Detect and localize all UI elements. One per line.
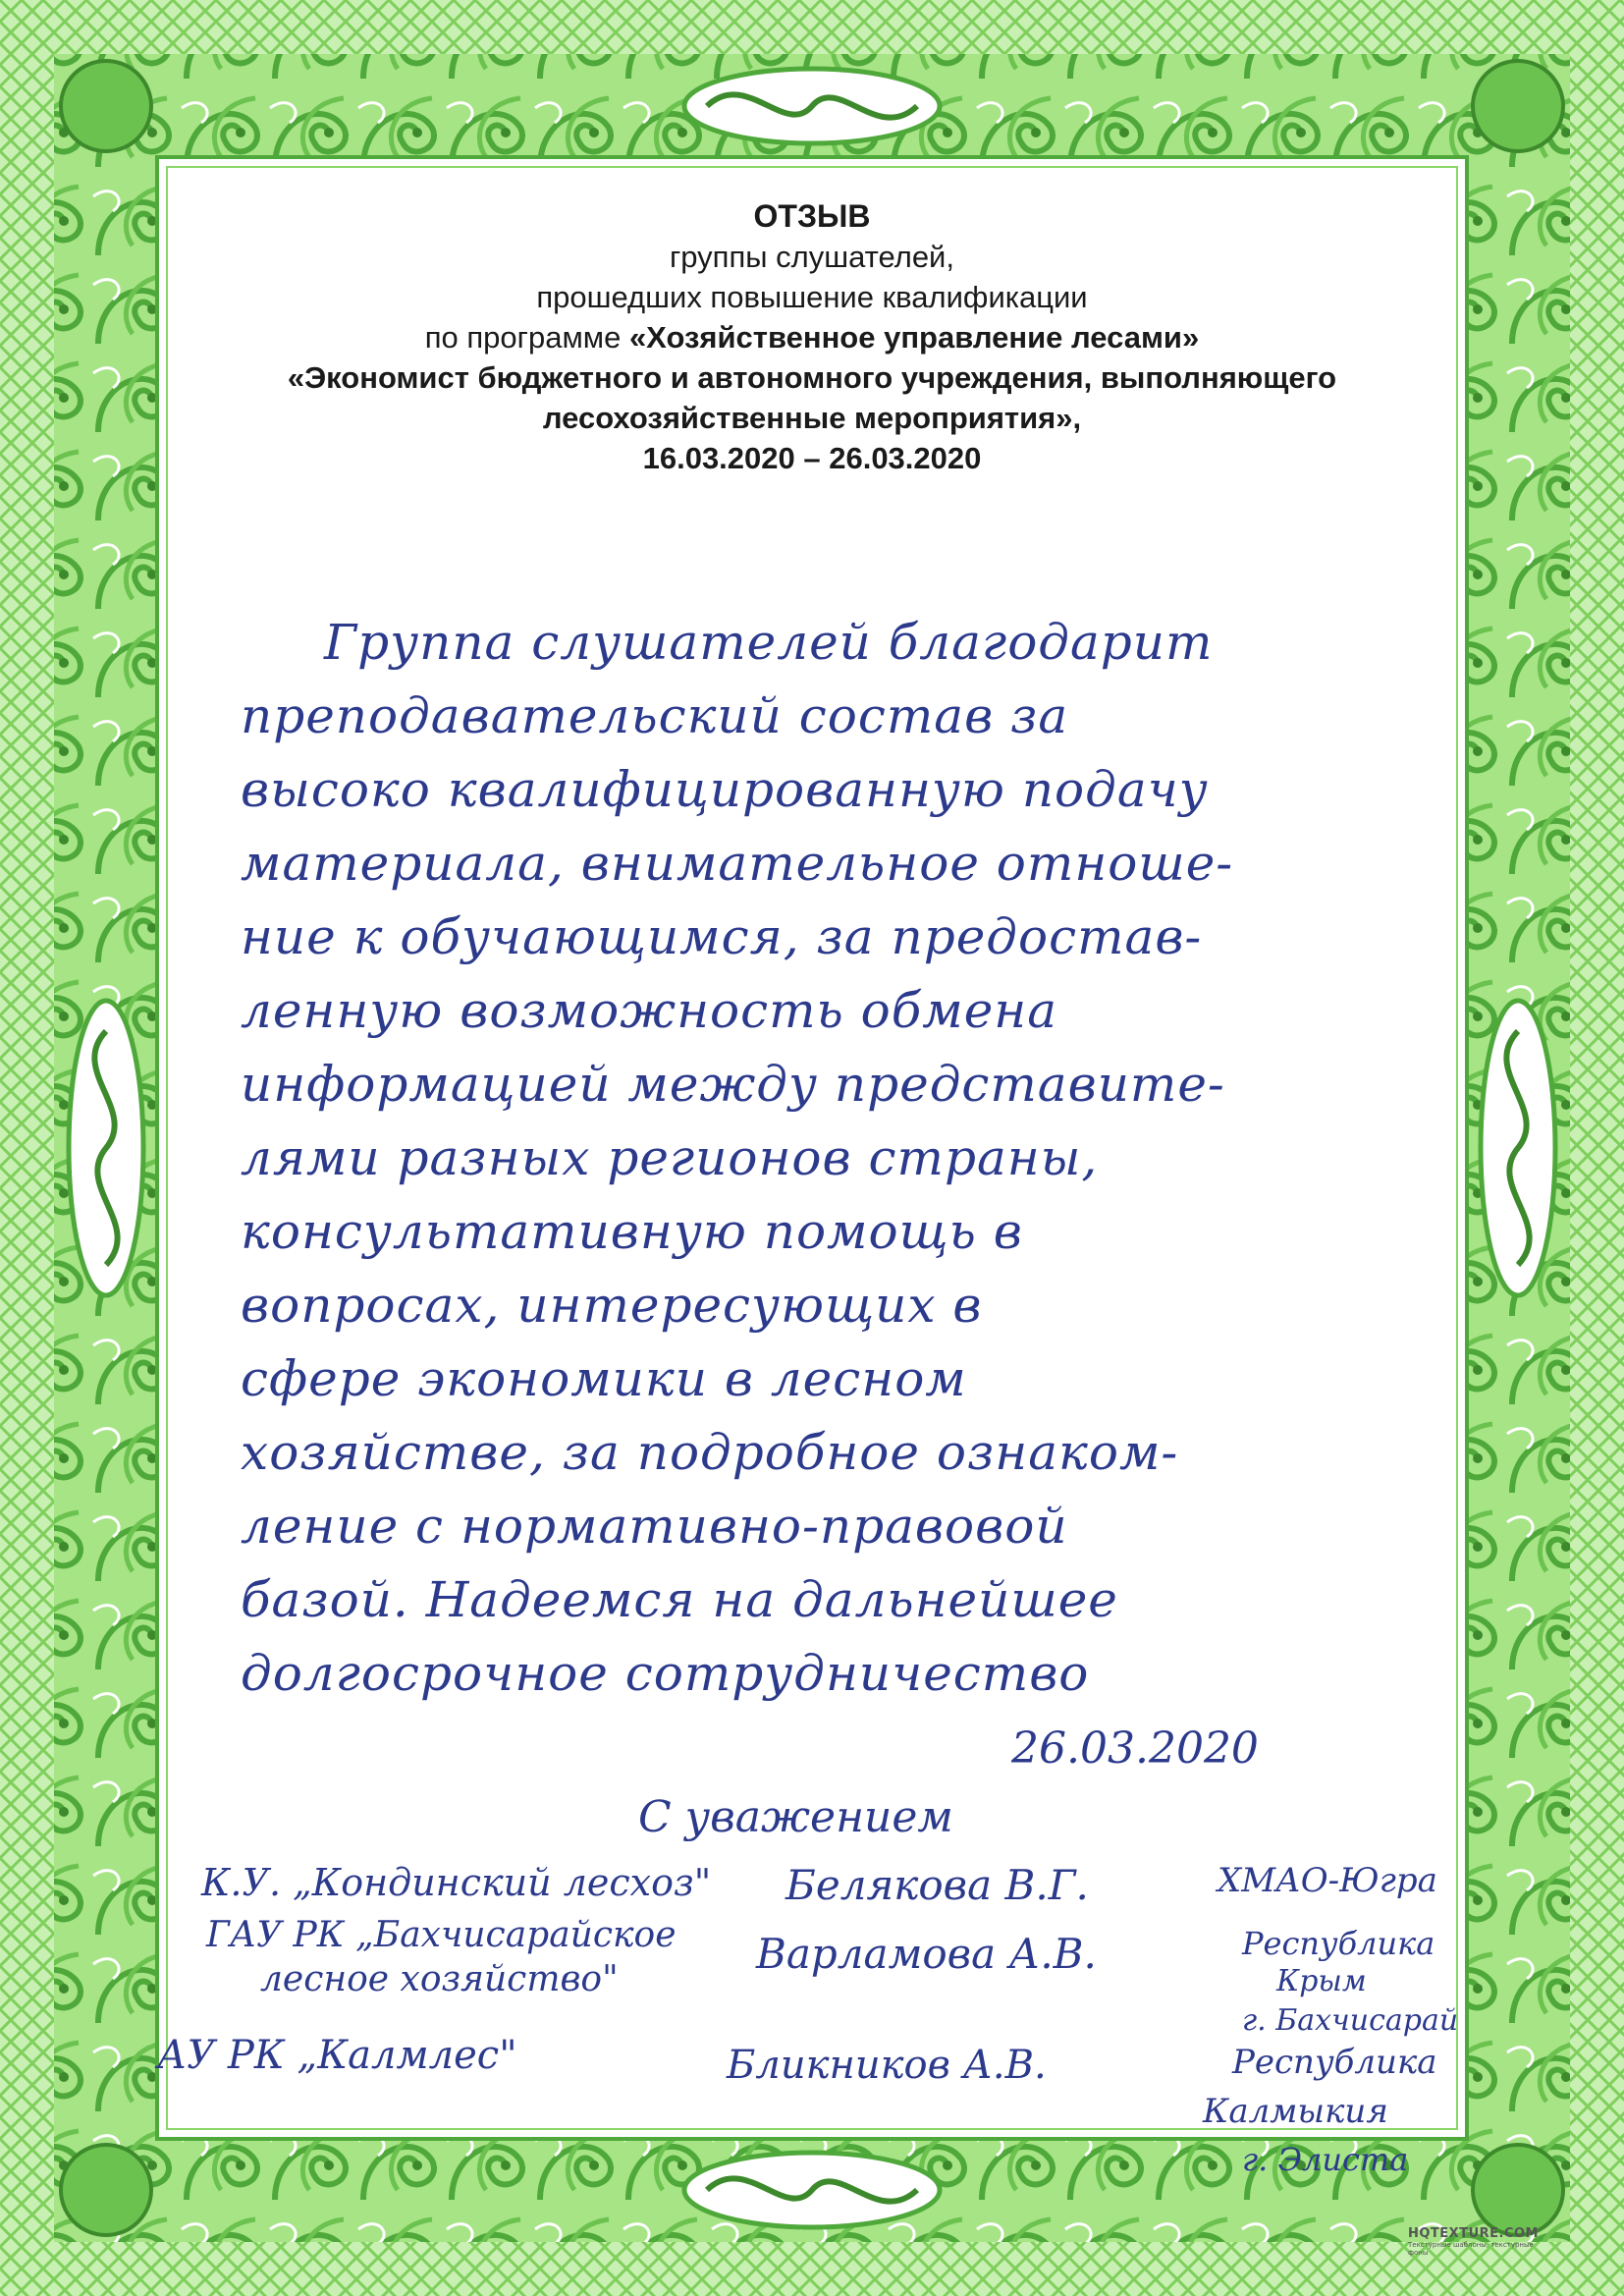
body-line-2: преподавательский состав за: [241, 687, 1069, 744]
header-program-prefix: по программе: [424, 320, 629, 355]
signature-name-3: Бликников А.В.: [727, 2043, 1047, 2088]
signature-org-2-line-1: ГАУ РК „Бахчисарайское: [206, 1915, 677, 1955]
body-line-9: консультативную помощь в: [241, 1203, 1023, 1260]
body-line-5: ние к обучающимся, за предостав-: [241, 908, 1203, 965]
body-line-4: материала, внимательное отноше-: [241, 835, 1234, 892]
body-line-13: ление с нормативно-правовой: [241, 1498, 1068, 1555]
header-line-5: лесохозяйственные мероприятия»,: [542, 401, 1082, 435]
document-title: ОТЗЫВ: [753, 198, 871, 234]
signature-region-1: ХМАО-Югра: [1218, 1861, 1437, 1900]
body-date: 26.03.2020: [1011, 1723, 1259, 1774]
closing-phrase: С уважением: [638, 1792, 953, 1842]
signature-region-3-line-3: г. Элиста: [1242, 2141, 1409, 2178]
header-dates: 16.03.2020 – 26.03.2020: [642, 441, 982, 475]
body-line-8: лями разных регионов страны,: [241, 1129, 1099, 1186]
document-header: [196, 196, 1428, 478]
watermark-sub: Текстурные шаблоны, текстурные фоны: [1408, 2241, 1534, 2257]
header-line-3: [196, 317, 1428, 357]
body-line-1: Группа слушателей благодарит: [324, 614, 1214, 671]
body-line-10: вопросах, интересующих в: [241, 1277, 983, 1334]
body-line-3: высоко квалифицированную подачу: [241, 761, 1209, 818]
body-line-11: сфере экономики в лесном: [241, 1350, 967, 1407]
signature-name-1: Белякова В.Г.: [785, 1861, 1089, 1909]
signature-org-1: К.У. „Кондинский лесхоз": [201, 1861, 712, 1904]
body-line-12: хозяйстве, за подробное ознаком-: [241, 1424, 1179, 1481]
signature-region-2-line-3: г. Бахчисарай: [1242, 2003, 1459, 2038]
header-line-1: группы слушателей,: [669, 240, 954, 274]
watermark-main: HQTEXTURE.COM: [1408, 2226, 1539, 2241]
body-line-7: информацией между представите-: [241, 1056, 1225, 1113]
signature-region-3-line-1: Республика: [1232, 2043, 1437, 2082]
watermark: [1408, 2226, 1555, 2257]
header-line-2: прошедших повышение квалификации: [536, 280, 1088, 314]
signature-region-2-line-2: Крым: [1276, 1964, 1367, 1998]
body-line-15: долгосрочное сотрудничество: [241, 1645, 1090, 1702]
signature-org-2-line-2: лесное хозяйство": [260, 1959, 619, 1999]
signature-name-2: Варламова А.В.: [756, 1930, 1097, 1978]
body-line-6: ленную возможность обмена: [241, 982, 1058, 1039]
signature-region-3-line-2: Калмыкия: [1203, 2092, 1388, 2131]
header-program-name: «Хозяйственное управление лесами»: [628, 320, 1200, 355]
body-line-14: базой. Надеемся на дальнейшее: [241, 1571, 1118, 1628]
header-line-4: «Экономист бюджетного и автономного учреждения, выполняющего: [287, 360, 1337, 395]
signature-region-2-line-1: Республика: [1242, 1925, 1435, 1962]
signature-org-3: АУ РК „Калмлес": [157, 2033, 517, 2078]
